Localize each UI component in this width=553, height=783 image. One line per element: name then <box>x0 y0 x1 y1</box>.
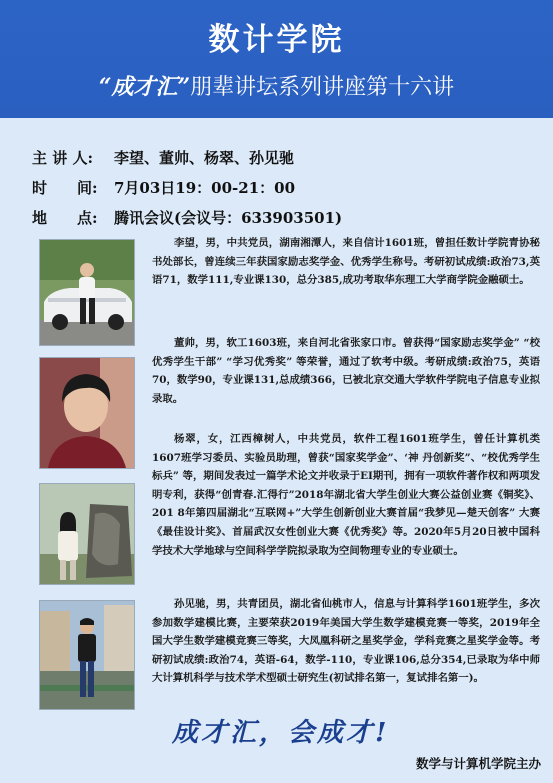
speaker-photo-3 <box>39 483 135 585</box>
info-label: 地 点: <box>32 209 98 227</box>
slogan: 成才汇，会成才! <box>172 718 390 748</box>
info-label: 时 间: <box>32 179 98 197</box>
speaker-photo-1 <box>39 239 135 346</box>
page-subtitle <box>0 70 553 101</box>
bio-speaker-1: 李望，男，中共党员，湖南湘潭人，来自信计1601班，曾担任数计学院青协秘书处部长，曾连续三年获国家励志奖学金、优秀学生称号。考研初试成绩:政治73,英语71，数学111,专业课130，总分385,成功考取华东理工大学商学院金融硕士。 <box>152 237 540 287</box>
info-value: 腾讯会议(会议号：633903501) <box>114 209 343 227</box>
page-title: 数计学院 <box>208 22 345 58</box>
organizer-footer: 数学与计算机学院主办 <box>415 756 541 771</box>
speaker-photo-2 <box>39 357 135 469</box>
bio-speaker-2: 董帅，男，软工1603班，来自河北省张家口市。曾获得“国家励志奖学金” “校优秀学生干部” “学习优秀奖” 等荣誉，通过了软考中级。考研成绩:政治75，英语70，数学90，专业课131,总成绩366，已被北京交通大学软件学院电子信息专业拟录取。 <box>152 337 540 405</box>
speaker-photo-4 <box>39 600 135 710</box>
info-value: 7月03日19：00-21：00 <box>114 179 296 197</box>
header-banner <box>0 0 553 118</box>
subtitle-brand: “成才汇” <box>98 74 191 100</box>
bio-speaker-4: 孙见驰，男，共青团员，湖北省仙桃市人，信息与计算科学1601班学生，多次参加数学建模比赛，主要荣获2019年美国大学生数学建模竞赛一等奖，2019年全国大学生数学建模竞赛三等奖，大凤凰科研之星奖学金，学科竞赛之星奖学金等。考研初试成绩:政治74，英语-64，数学-110，专业课106,总分354,已录取为华中师大计算机科学与技术学术型硕士研究生(初试排名第一，复试排名第一)。 <box>152 598 540 685</box>
info-label: 主 讲 人: <box>32 149 93 167</box>
info-value: 李望、董帅、杨翠、孙见驰 <box>114 149 295 167</box>
info-time <box>32 177 295 198</box>
info-speakers <box>32 147 294 168</box>
bio-speaker-3: 杨翠，女，江西樟树人，中共党员，软件工程1601班学生，曾任计算机类1607班学习委员、实验员助理，曾获“国家奖学金”、‘神 丹创新奖”、“校优秀学生标兵” 等，期间发表过一篇学术论文并收录于EI期刊，拥有一项软件著作权和两项发明专利，获得“创青春.汇得行”2018年湖北省大学生创业大赛公益创业赛《铜奖》、201 8年第四届湖北“互联网+”大学生创新创业大赛首届“我梦见—楚天创客” 大赛《最佳设计奖》、首届武汉女性创业大赛《优秀奖》等。2020年5月20日被中国科学技术大学地球与空间科学学院拟录取为空间物理专业的专业硕士。 <box>152 433 540 557</box>
info-location <box>32 207 342 228</box>
subtitle-text: 朋辈讲坛系列讲座第十六讲 <box>190 75 455 100</box>
